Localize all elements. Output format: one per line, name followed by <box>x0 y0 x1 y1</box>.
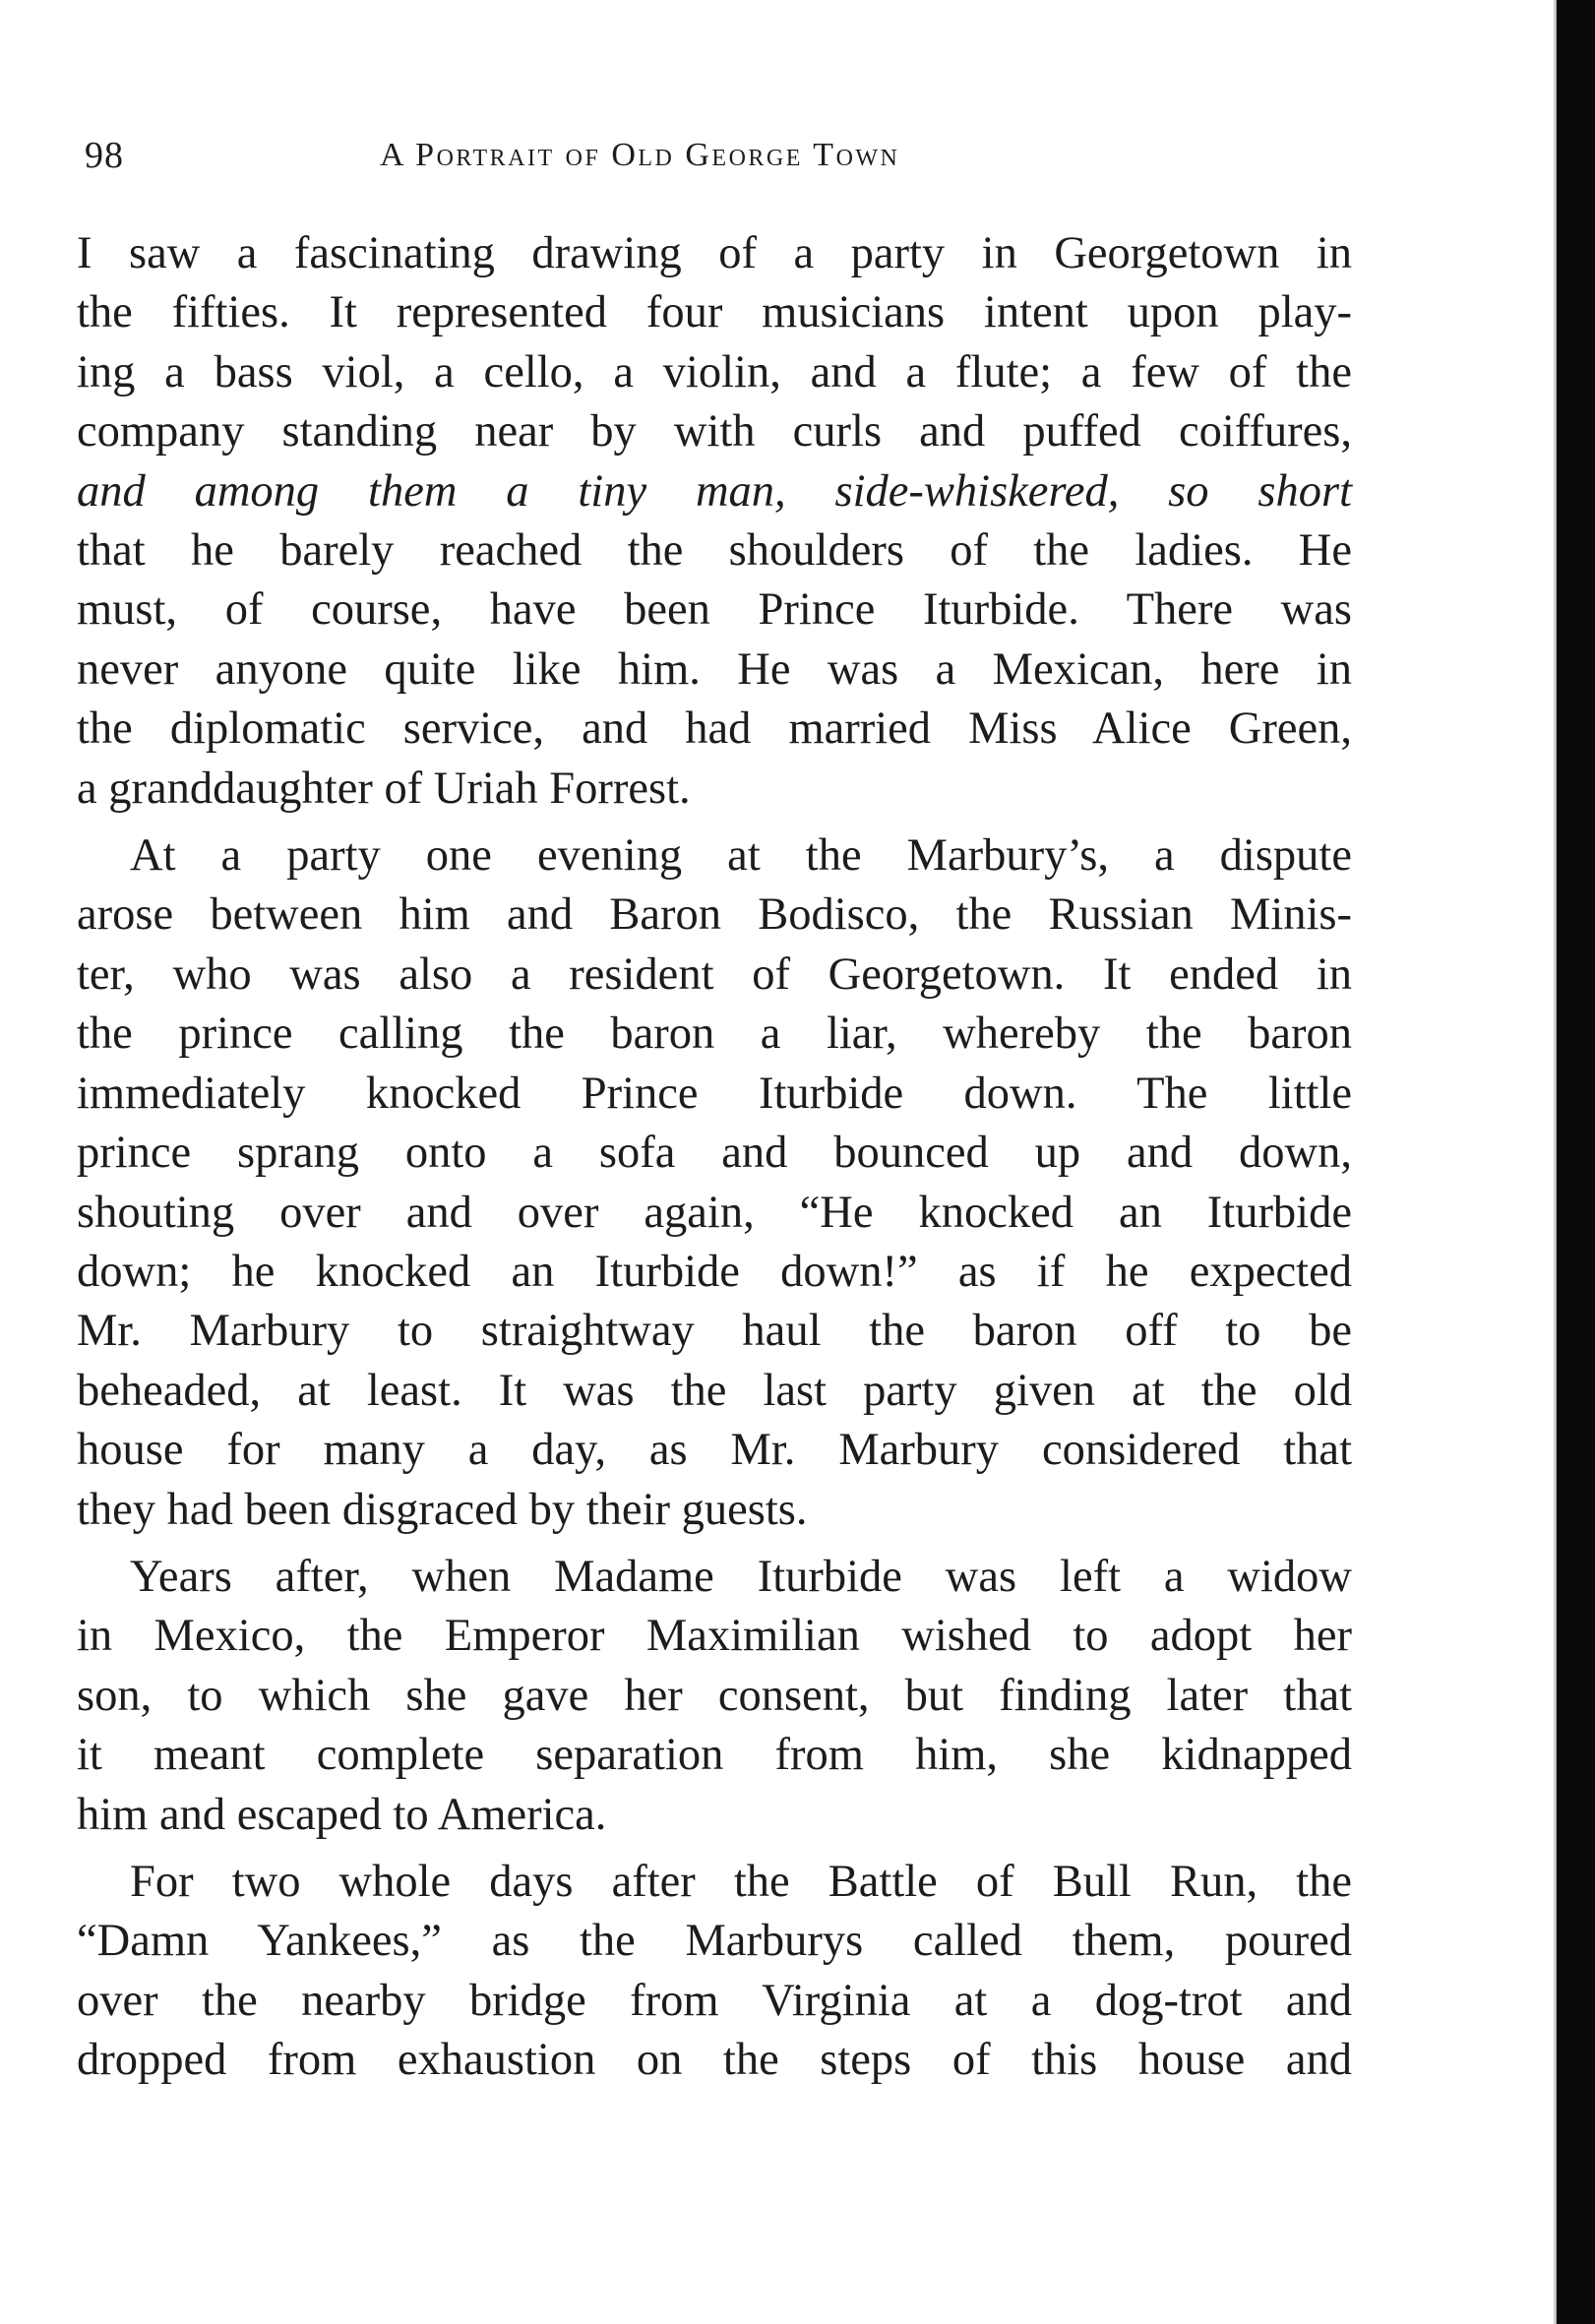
paragraph-1 <box>77 224 1352 819</box>
text-line: beheaded, at least. It was the last party given at the old <box>77 1365 1352 1416</box>
text-line: it meant complete separation from him, she kidnapped <box>77 1730 1352 1781</box>
running-title: A Portrait of Old George Town <box>380 137 900 173</box>
text-line: Years after, when Madame Iturbide was left a widow <box>130 1551 1352 1602</box>
text-line: down; he knocked an Iturbide down!” as if he expected <box>77 1246 1352 1297</box>
text-line: over the nearby bridge from Virginia at a dog-trot and <box>77 1975 1352 2026</box>
text-line: ing a bass viol, a cello, a violin, and a flute; a few of the <box>77 346 1352 398</box>
text-line: the fifties. It represented four musicians intent upon play- <box>77 287 1352 338</box>
text-line: At a party one evening at the Marbury’s, a dispute <box>130 830 1352 882</box>
paragraph-3 <box>77 1548 1352 1845</box>
page-number: 98 <box>85 135 124 176</box>
text-line: immediately knocked Prince Iturbide down. The little <box>77 1068 1352 1119</box>
text-line: son, to which she gave her consent, but finding later that <box>77 1670 1352 1721</box>
text-line: prince sprang onto a sofa and bounced up and down, <box>77 1128 1352 1179</box>
text-line: they had been disgraced by their guests. <box>77 1484 808 1535</box>
text-line: in Mexico, the Emperor Maximilian wished to adopt her <box>77 1611 1352 1662</box>
binding-edge-shadow <box>1557 0 1595 2324</box>
text-line: never anyone quite like him. He was a Mexican, here in <box>77 643 1352 695</box>
text-line: and among them a tiny man, side-whiskered, so short <box>77 465 1352 517</box>
body-text <box>77 224 1352 2153</box>
text-line: company standing near by with curls and puffed coiffures, <box>77 406 1352 458</box>
text-line: Mr. Marbury to straightway haul the baron off to be <box>77 1306 1352 1357</box>
text-line: him and escaped to America. <box>77 1789 607 1840</box>
text-line: that he barely reached the shoulders of the ladies. He <box>77 525 1352 577</box>
text-line: I saw a fascinating drawing of a party in Georgetown in <box>77 228 1352 278</box>
text-line: shouting over and over again, “He knocked an Iturbide <box>77 1187 1352 1238</box>
running-head <box>85 126 1069 185</box>
paragraph-4 <box>77 1853 1352 2091</box>
text-line: must, of course, have been Prince Iturbide. There was <box>77 584 1352 636</box>
text-line: the prince calling the baron a liar, whereby the baron <box>77 1009 1352 1060</box>
text-line: dropped from exhaustion on the steps of this house and <box>77 2035 1352 2086</box>
text-line: the diplomatic service, and had married Miss Alice Green, <box>77 703 1352 755</box>
text-line: arose between him and Baron Bodisco, the Russian Minis- <box>77 889 1352 941</box>
text-line: For two whole days after the Battle of Bull Run, the <box>130 1856 1352 1907</box>
text-line: house for many a day, as Mr. Marbury considered that <box>77 1425 1352 1476</box>
text-line: “Damn Yankees,” as the Marburys called them, poured <box>77 1916 1352 1967</box>
paragraph-2 <box>77 826 1352 1540</box>
text-line: a granddaughter of Uriah Forrest. <box>77 763 691 814</box>
text-line: ter, who was also a resident of Georgetown. It ended in <box>77 948 1352 1000</box>
